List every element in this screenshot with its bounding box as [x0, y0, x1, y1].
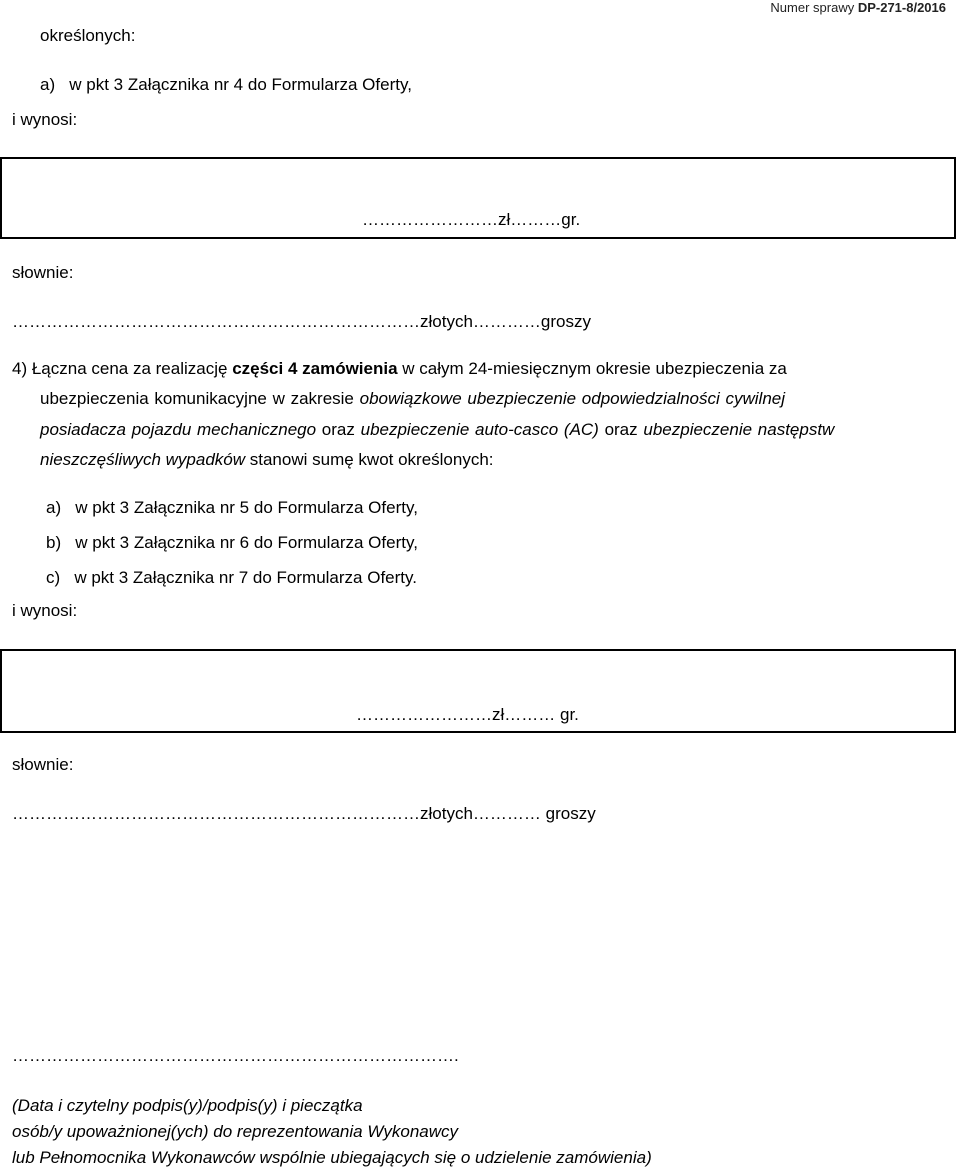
section4-item-a: a) w pkt 3 Załącznika nr 5 do Formularza Oferty,	[46, 498, 418, 517]
signature-caption-line1: (Data i czytelny podpis(y)/podpis(y) i pieczątka	[12, 1096, 363, 1115]
signature-caption-line2: osób/y upoważnionej(ych) do reprezentowania Wykonawcy	[12, 1122, 459, 1141]
section4-amount-line: ……………………zł……… gr.	[356, 705, 579, 724]
section4-words-line: ………………………………………………………………złotych………… groszy	[12, 804, 596, 823]
section4-line3-italic3: ubezpieczenie następstw	[643, 420, 835, 439]
section4-line3	[40, 420, 834, 440]
section4-line2-text: ubezpieczenia komunikacyjne w zakresie	[40, 389, 360, 408]
section4-line3-italic2: ubezpieczenie auto-casco (AC)	[360, 420, 599, 439]
section4-line3-oraz1: oraz	[316, 420, 361, 439]
case-number-header	[770, 0, 946, 16]
section3-amount-line: ……………………zł………gr.	[362, 210, 581, 229]
section3-words-line: ………………………………………………………………złotych…………groszy	[12, 312, 591, 331]
section3-i-wynosi: i wynosi:	[12, 110, 78, 129]
section3-slownie-label: słownie:	[12, 263, 74, 282]
case-number-label: Numer sprawy	[770, 0, 855, 15]
signature-dots: …………………………………………………………………….	[12, 1046, 459, 1065]
section3-item-a: a) w pkt 3 Załącznika nr 4 do Formularza Oferty,	[40, 75, 412, 94]
section4-line2	[40, 389, 785, 409]
section4-line4	[40, 450, 494, 470]
case-number-value: DP-271-8/2016	[857, 0, 946, 15]
section4-item-c: c) w pkt 3 Załącznika nr 7 do Formularza Oferty.	[46, 568, 417, 587]
section4-item-b: b) w pkt 3 Załącznika nr 6 do Formularza Oferty,	[46, 533, 418, 552]
section4-line3-italic1: posiadacza pojazdu mechanicznego	[40, 420, 317, 439]
section4-line4-italic: nieszczęśliwych wypadków	[40, 450, 246, 469]
section4-part-bold: części 4 zamówienia	[232, 359, 398, 378]
section3-continuation: określonych:	[40, 26, 136, 45]
signature-caption-line3: lub Pełnomocnika Wykonawców wspólnie ubiegających się o udzielenie zamówienia)	[12, 1148, 652, 1167]
section4-line4-rest: stanowi sumę kwot określonych:	[245, 450, 494, 469]
section4-line2-italic: obowiązkowe ubezpieczenie odpowiedzialności cywilnej	[359, 389, 786, 408]
section4-slownie-label: słownie:	[12, 755, 74, 774]
section4-line3-oraz2: oraz	[598, 420, 644, 439]
section4-line1-text: 4) Łączna cena za realizację	[12, 359, 233, 378]
section4-i-wynosi: i wynosi:	[12, 601, 78, 620]
section4-line1	[12, 359, 787, 379]
section4-line1-rest: w całym 24-miesięcznym okresie ubezpieczenia za	[397, 359, 787, 378]
